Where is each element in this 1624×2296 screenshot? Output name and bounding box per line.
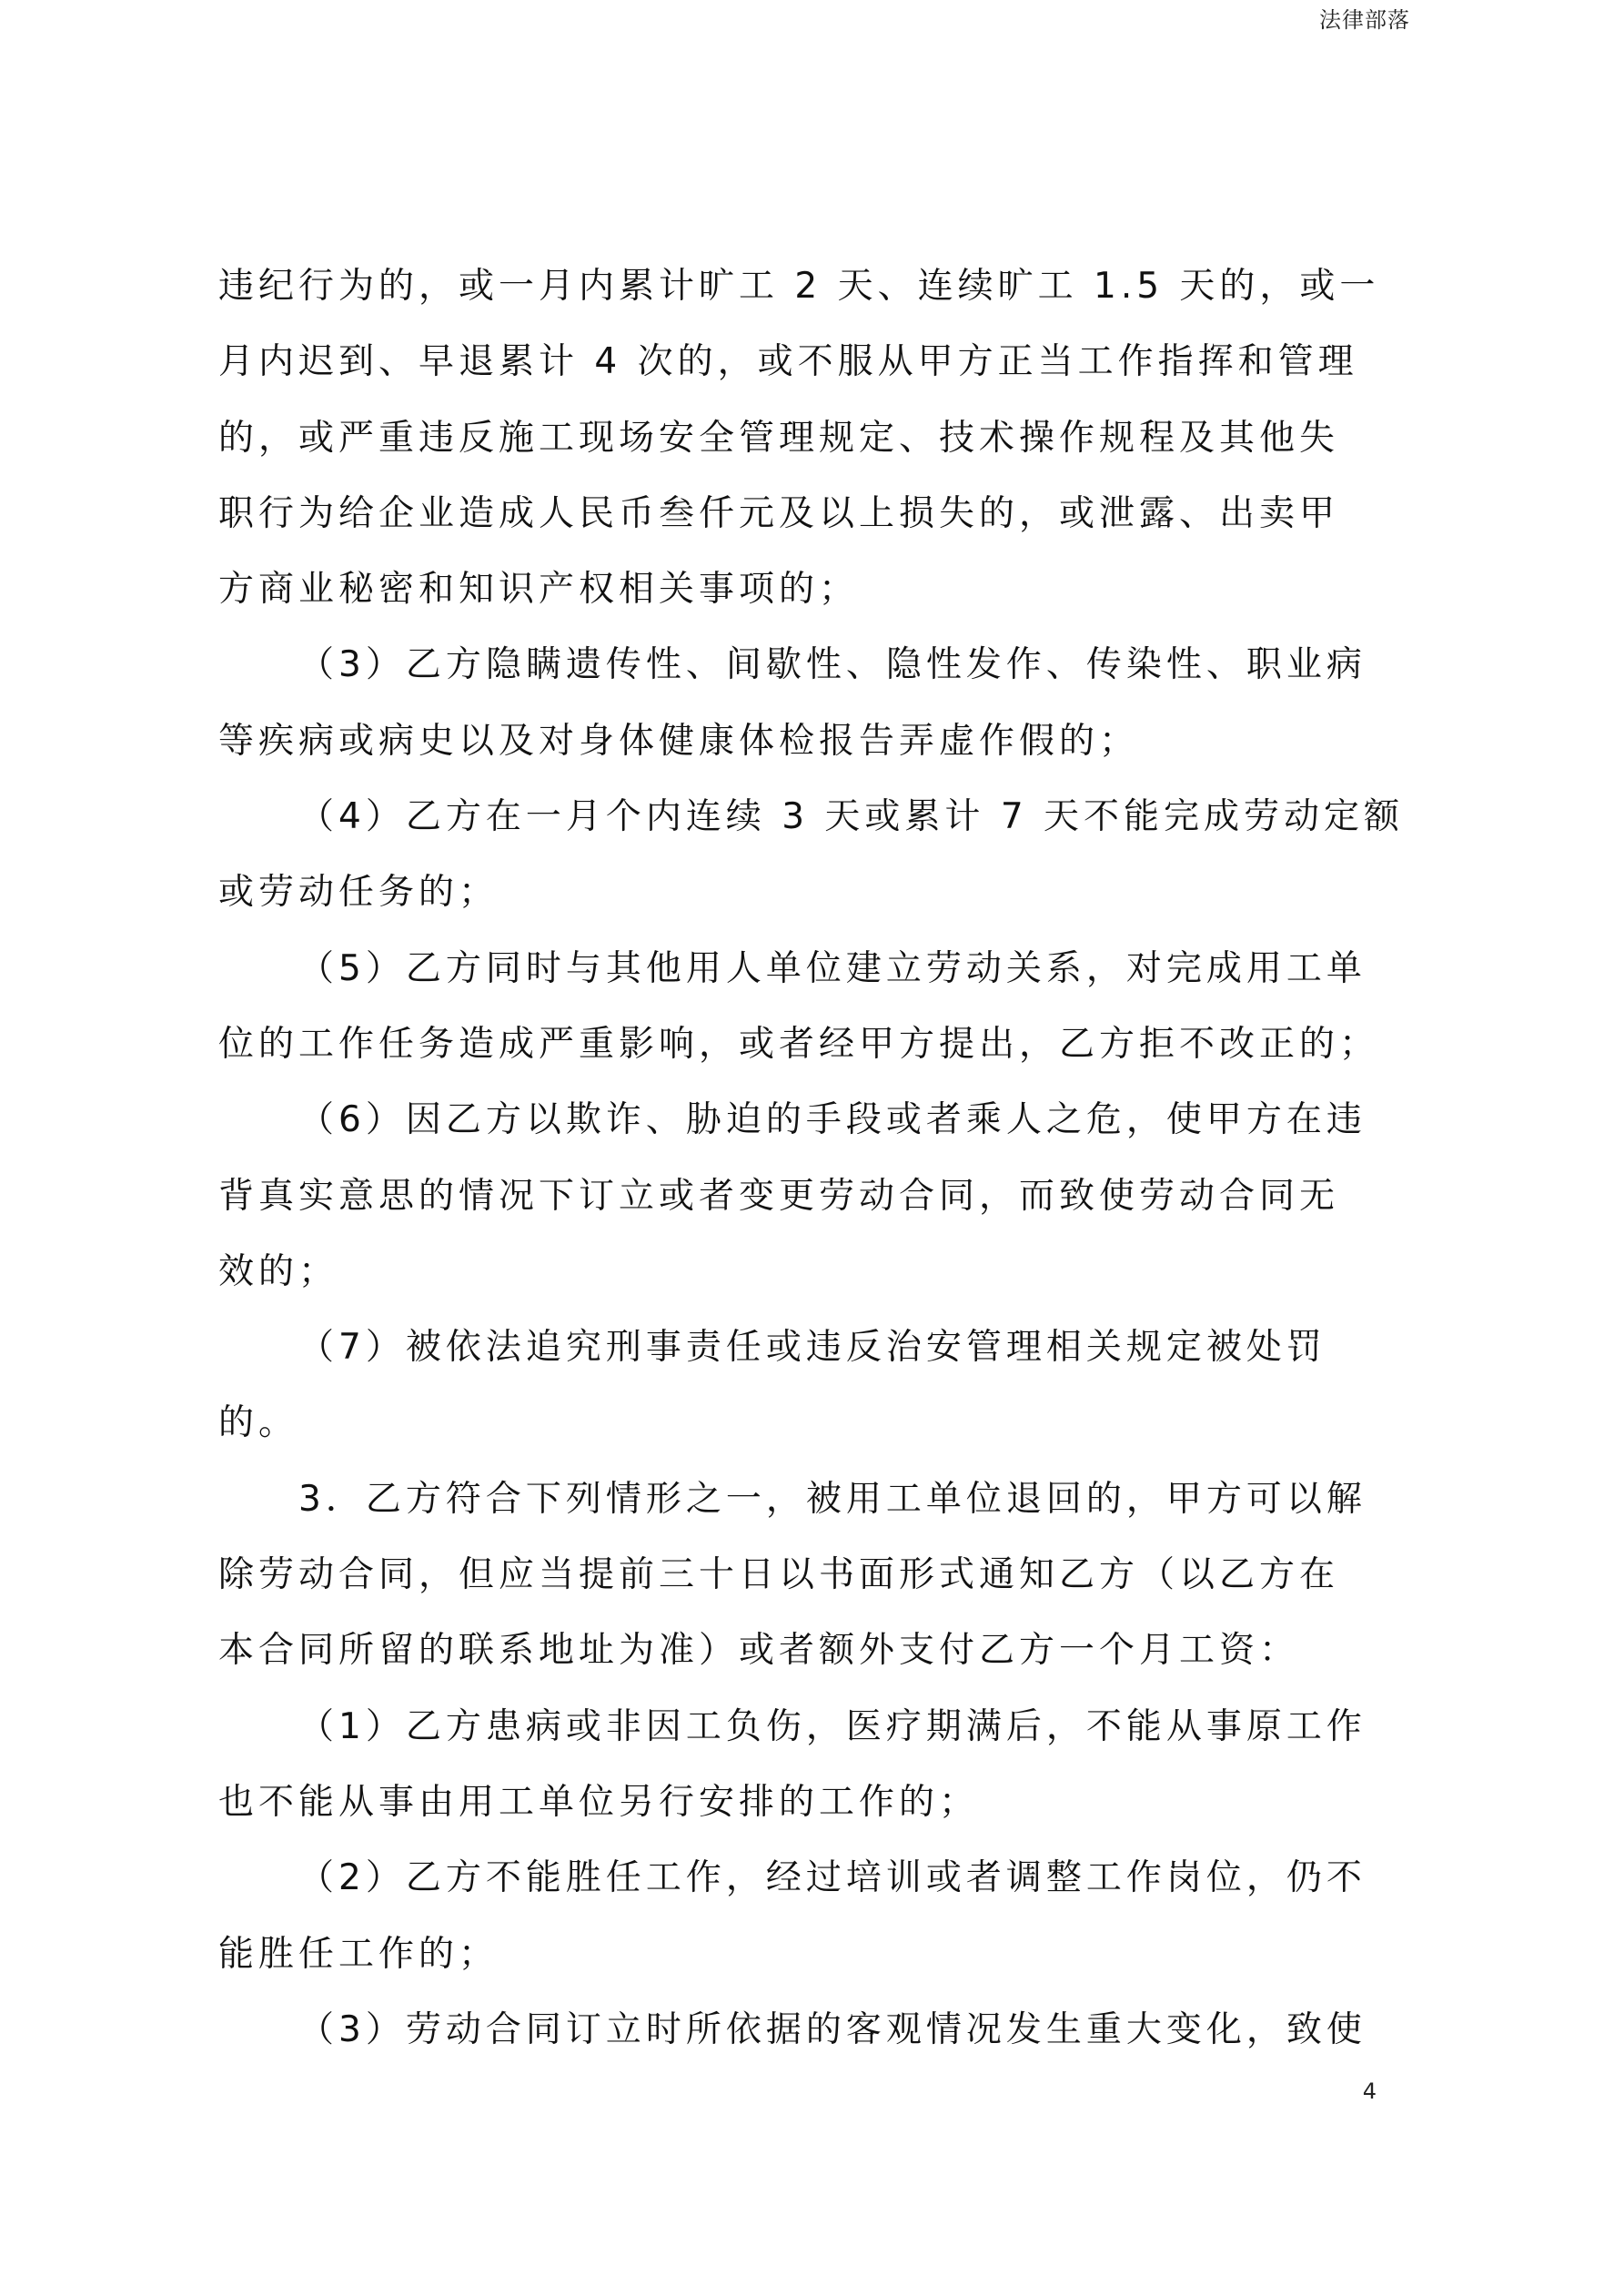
text-line: 月内迟到、早退累计 4 次的，或不服从甲方正当工作指挥和管理 [218, 341, 1358, 383]
text-line: （6）因乙方以欺诈、胁迫的手段或者乘人之危，使甲方在违 [298, 1099, 1367, 1141]
text-line: 违纪行为的，或一月内累计旷工 2 天、连续旷工 1.5 天的，或一 [218, 266, 1380, 307]
text-line: 本合同所留的联系地址为准）或者额外支付乙方一个月工资： [218, 1630, 1300, 1672]
text-line: （3）乙方隐瞒遗传性、间歇性、隐性发作、传染性、职业病 [298, 644, 1367, 686]
text-line: 3．乙方符合下列情形之一，被用工单位退回的，甲方可以解 [298, 1478, 1367, 1520]
document-body [218, 248, 1419, 2068]
text-line: 的。 [218, 1402, 299, 1444]
text-line: （7）被依法追究刑事责任或违反治安管理相关规定被处罚 [298, 1327, 1326, 1369]
text-line: 等疾病或病史以及对身体健康体检报告弄虚作假的； [218, 720, 1140, 762]
page-number: 4 [1362, 2079, 1377, 2104]
text-line: 位的工作任务造成严重影响，或者经甲方提出，乙方拒不改正的； [218, 1023, 1380, 1065]
text-line: 效的； [218, 1250, 339, 1292]
text-line: （2）乙方不能胜任工作，经过培训或者调整工作岗位，仍不 [298, 1857, 1367, 1899]
text-line: 职行为给企业造成人民币叁仟元及以上损失的，或泄露、出卖甲 [218, 492, 1340, 534]
text-line: 除劳动合同，但应当提前三十日以书面形式通知乙方（以乙方在 [218, 1554, 1340, 1596]
text-line: 也不能从事由用工单位另行安排的工作的； [218, 1781, 980, 1823]
text-line: （1）乙方患病或非因工负伤，医疗期满后，不能从事原工作 [298, 1705, 1367, 1747]
text-line: （5）乙方同时与其他用人单位建立劳动关系，对完成用工单 [298, 947, 1367, 989]
text-line: 方商业秘密和知识产权相关事项的； [218, 569, 860, 611]
text-line: 能胜任工作的； [218, 1933, 499, 1975]
header-watermark: 法律部落 [1319, 7, 1410, 33]
text-line: 或劳动任务的； [218, 872, 499, 914]
text-line: 的，或严重违反施工现场安全管理规定、技术操作规程及其他失 [218, 417, 1340, 459]
text-line: 背真实意思的情况下订立或者变更劳动合同，而致使劳动合同无 [218, 1175, 1340, 1217]
text-line: （4）乙方在一月个内连续 3 天或累计 7 天不能完成劳动定额 [298, 796, 1405, 838]
text-line: （3）劳动合同订立时所依据的客观情况发生重大变化，致使 [298, 2008, 1367, 2050]
